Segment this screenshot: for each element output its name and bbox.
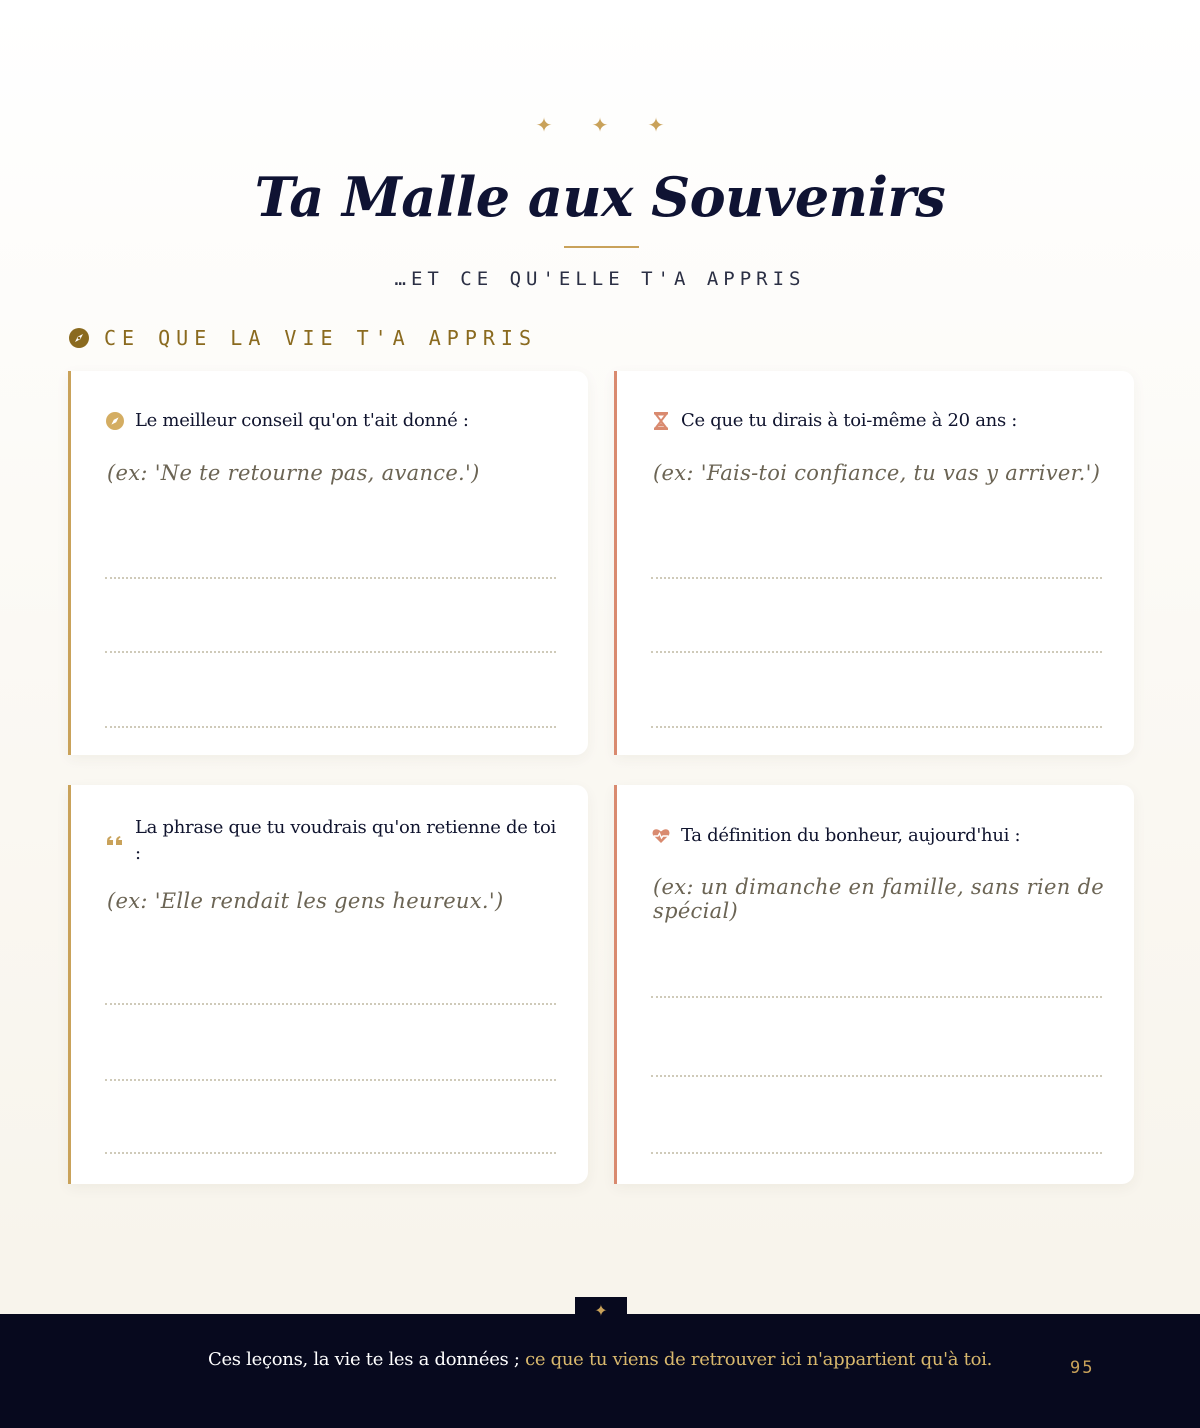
question-card-happiness [614, 785, 1134, 1184]
example-text: (ex: 'Ne te retourne pas, avance.') [107, 461, 480, 485]
answer-line[interactable] [105, 651, 556, 653]
star-icon: ✦ [591, 113, 609, 137]
question-card-phrase [68, 785, 588, 1184]
answer-line[interactable] [105, 577, 556, 579]
heart-pulse-icon [651, 826, 671, 846]
answer-line[interactable] [651, 577, 1102, 579]
decorative-stars [0, 113, 1200, 137]
answer-line[interactable] [651, 651, 1102, 653]
answer-line[interactable] [105, 1003, 556, 1005]
page-title: Ta Malle aux Souvenirs [254, 165, 946, 229]
example-text: (ex: 'Fais-toi confiance, tu vas y arriver.') [653, 461, 1101, 485]
star-icon: ✦ [535, 113, 553, 137]
answer-line[interactable] [105, 726, 556, 728]
answer-line[interactable] [651, 996, 1102, 998]
hourglass-icon [651, 411, 671, 431]
example-text: (ex: un dimanche en famille, sans rien de spécial) [653, 875, 1105, 923]
quote-icon [105, 831, 125, 851]
example-text: (ex: 'Elle rendait les gens heureux.') [107, 889, 504, 913]
footer-ornament: ✦ [575, 1297, 627, 1317]
answer-line[interactable] [651, 1075, 1102, 1077]
question-card-self-at-20 [614, 371, 1134, 755]
star-icon: ✦ [647, 113, 665, 137]
section-label: CE QUE LA VIE T'A APPRIS [104, 326, 537, 350]
question-card-advice [68, 371, 588, 755]
answer-line[interactable] [651, 1152, 1102, 1154]
answer-line[interactable] [105, 1152, 556, 1154]
question-text: Ce que tu dirais à toi-même à 20 ans : [681, 410, 1018, 431]
title-divider [564, 246, 639, 248]
question-text: Le meilleur conseil qu'on t'ait donné : [135, 410, 469, 431]
footer-text-main: Ces leçons, la vie te les a données ; [207, 1349, 526, 1370]
question-row [651, 823, 1104, 849]
page-number: 95 [1070, 1358, 1095, 1378]
question-text: La phrase que tu voudrais qu'on retienne de toi : [135, 817, 556, 864]
question-row [651, 408, 1104, 434]
footer-text [140, 1346, 1060, 1374]
page-subtitle: …ET CE QU'ELLE T'A APPRIS [394, 268, 806, 290]
answer-line[interactable] [651, 726, 1102, 728]
question-text: Ta définition du bonheur, aujourd'hui : [681, 825, 1021, 846]
answer-line[interactable] [105, 1079, 556, 1081]
section-heading [68, 326, 537, 350]
compass-icon [68, 327, 90, 349]
question-row [105, 408, 558, 434]
footer-text-highlight: ce que tu viens de retrouver ici n'appartient qu'à toi. [525, 1349, 993, 1370]
compass-icon [105, 411, 125, 431]
question-row [105, 815, 558, 867]
